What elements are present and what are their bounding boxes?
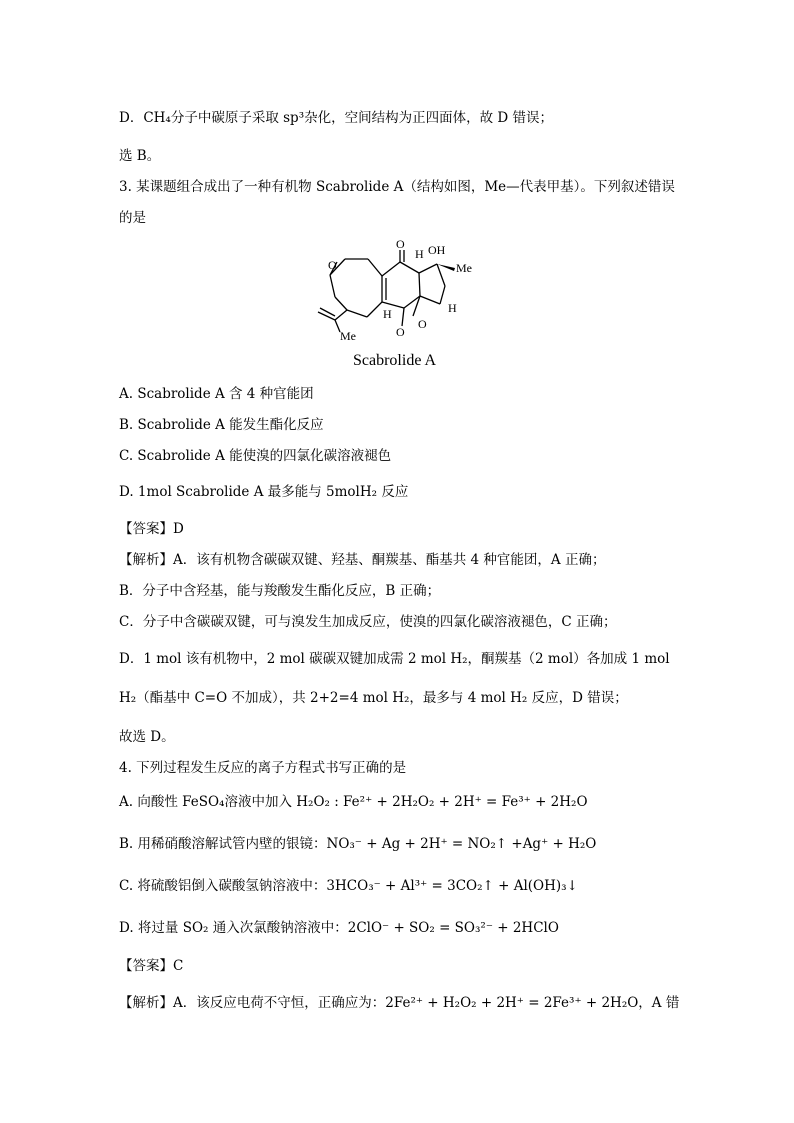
- question-3-stem: 3. 某课题组合成出了一种有机物 Scabrolide A（结构如图，Me—代表甲基）。下列叙述错误: [119, 179, 675, 195]
- text-line-d-ch4: D．CH₄分子中碳原子采取 sp³杂化，空间结构为正四面体，故 D 错误；: [119, 110, 554, 126]
- svg-text:Me: Me: [456, 261, 472, 275]
- svg-text:O: O: [396, 237, 405, 251]
- option-4d: D. 将过量 SO₂ 通入次氯酸钠溶液中：2ClO⁻ + SO₂ = SO₃²⁻ + 2HClO: [119, 920, 559, 936]
- option-3a: A. Scabrolide A 含 4 种官能团: [119, 386, 314, 402]
- option-3b: B. Scabrolide A 能发生酯化反应: [119, 417, 324, 433]
- explanation-3-d: D．1 mol 该有机物中，2 mol 碳碳双键加成需 2 mol H₂，酮羰基（2 mol）各加成 1 mol: [119, 651, 670, 667]
- svg-text:O: O: [396, 325, 405, 339]
- option-3c: C. Scabrolide A 能使溴的四氯化碳溶液褪色: [119, 448, 392, 464]
- svg-text:O: O: [418, 317, 427, 331]
- explanation-4-a: 【解析】A．该反应电荷不守恒，正确应为：2Fe²⁺ + H₂O₂ + 2H⁺ = 2Fe³⁺ + 2H₂O，A 错: [119, 995, 680, 1011]
- explanation-3-d-cont: H₂（酯基中 C=O 不加成），共 2+2=4 mol H₂，最多与 4 mol H₂ 反应，D 错误；: [119, 690, 628, 706]
- explanation-3-a: 【解析】A．该有机物含碳碳双键、羟基、酮羰基、酯基共 4 种官能团，A 正确；: [119, 552, 606, 568]
- explanation-3-conclusion: 故选 D。: [119, 729, 175, 745]
- svg-text:H: H: [383, 307, 392, 321]
- scabrolide-a-structure: [310, 232, 510, 344]
- option-4b: B. 用稀硝酸溶解试管内壁的银镜：NO₃⁻ + Ag + 2H⁺ = NO₂↑ +Ag⁺ + H₂O: [119, 836, 597, 852]
- svg-text:H: H: [415, 247, 424, 261]
- answer-3: 【答案】D: [119, 521, 184, 537]
- text-line-choose-b: 选 B。: [119, 148, 161, 164]
- svg-text:Me: Me: [340, 329, 356, 343]
- explanation-3-c: C．分子中含碳碳双键，可与溴发生加成反应，使溴的四氯化碳溶液褪色，C 正确；: [119, 614, 617, 630]
- explanation-3-b: B．分子中含羟基，能与羧酸发生酯化反应，B 正确；: [119, 583, 441, 599]
- answer-4: 【答案】C: [119, 958, 184, 974]
- option-4a: A. 向酸性 FeSO₄溶液中加入 H₂O₂ : Fe²⁺ + 2H₂O₂ + 2H⁺ = Fe³⁺ + 2H₂O: [119, 794, 588, 810]
- svg-text:O: O: [328, 258, 337, 272]
- option-4c: C. 将硫酸铝倒入碳酸氢钠溶液中：3HCO₃⁻ + Al³⁺ = 3CO₂↑ + Al(OH)₃↓: [119, 878, 578, 894]
- figure-caption: Scabrolide A: [353, 352, 437, 369]
- option-3d: D. 1mol Scabrolide A 最多能与 5molH₂ 反应: [119, 484, 409, 500]
- svg-text:H: H: [448, 301, 457, 315]
- question-4-stem: 4. 下列过程发生反应的离子方程式书写正确的是: [119, 760, 407, 776]
- svg-text:OH: OH: [428, 243, 446, 257]
- question-3-stem-cont: 的是: [119, 210, 146, 226]
